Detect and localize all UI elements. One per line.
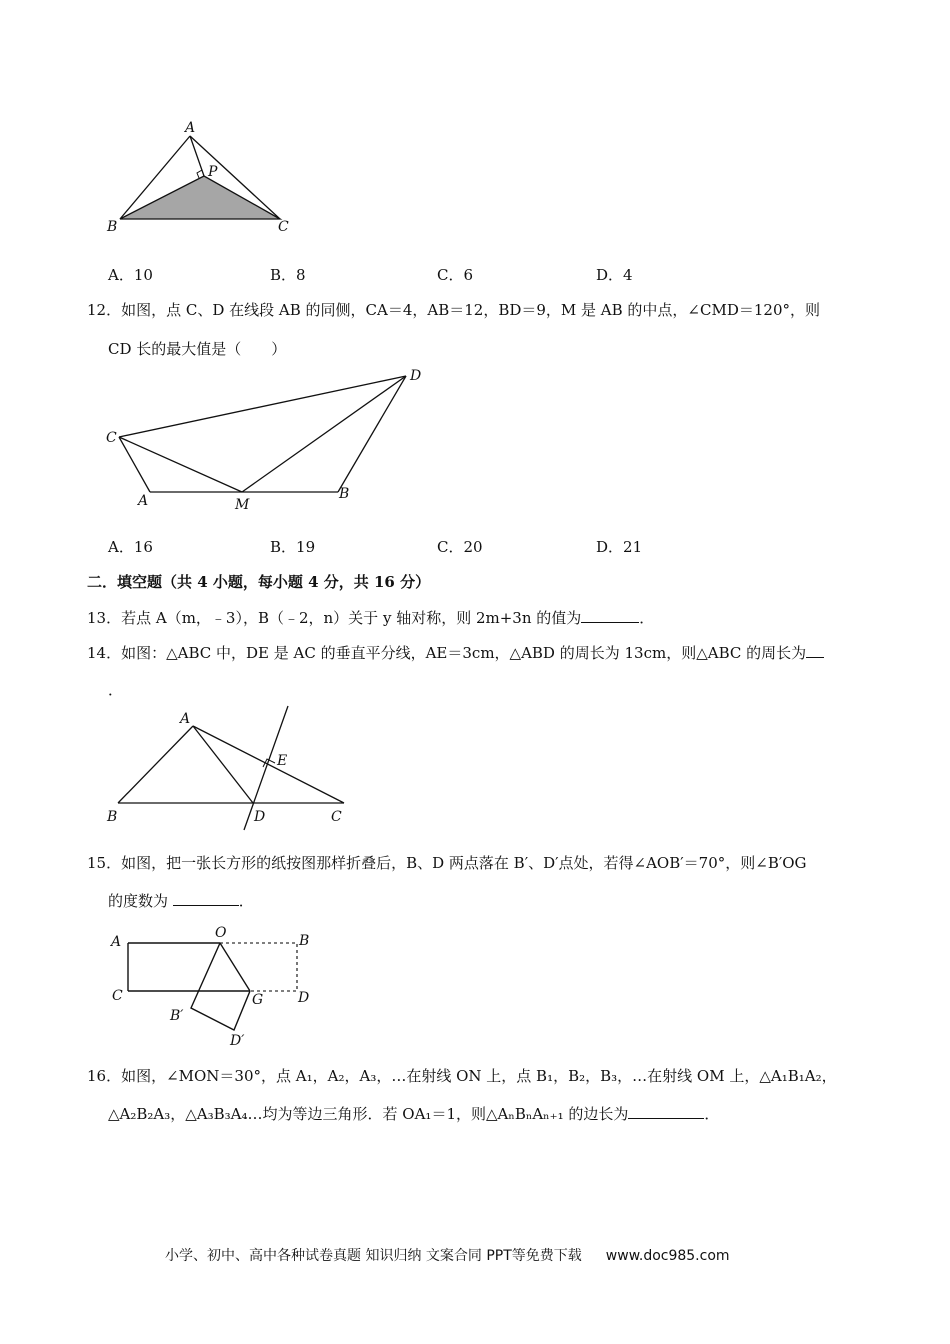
q12-label-m: M bbox=[235, 497, 250, 513]
q12-question-line2: CD 长的最大值是（ ） bbox=[108, 340, 287, 358]
q12-option-d: D．21 bbox=[596, 538, 643, 556]
q15-label-b-prime: B′ bbox=[170, 1008, 184, 1024]
q15-label-b: B bbox=[299, 933, 310, 949]
q12-option-b: B．19 bbox=[270, 538, 316, 556]
q14-label-b: B bbox=[107, 809, 118, 825]
q15-folded-flap bbox=[191, 943, 250, 1030]
q13-question bbox=[87, 608, 654, 628]
q12-label-b: B bbox=[339, 486, 350, 502]
q11-label-b: B bbox=[107, 219, 118, 235]
q14-question-line1 bbox=[87, 643, 824, 663]
q14-line-ac bbox=[193, 726, 344, 803]
q11-label-a: A bbox=[185, 120, 196, 136]
q15-question-line1: 15．如图，把一张长方形的纸按图那样折叠后，B、D 两点落在 B′、D′点处，若得∠AOB′＝70°，则∠B′OG bbox=[87, 854, 807, 872]
section-2-heading: 二．填空题（共 4 小题，每小题 4 分，共 16 分） bbox=[87, 573, 431, 591]
q11-option-a: A．10 bbox=[108, 266, 153, 284]
q15-label-d: D bbox=[298, 990, 310, 1006]
q16-end: ． bbox=[704, 1105, 720, 1123]
q14-label-a: A bbox=[180, 711, 191, 727]
q12-line-bd bbox=[338, 376, 406, 492]
q14-label-e: E bbox=[277, 753, 288, 769]
q14-answer-blank[interactable] bbox=[806, 657, 824, 658]
q14-label-d: D bbox=[254, 809, 266, 825]
q14-line-ab bbox=[118, 726, 193, 803]
q14-figure bbox=[100, 706, 360, 831]
q12-label-d: D bbox=[410, 368, 422, 384]
q15-figure bbox=[100, 924, 330, 1049]
q16-text: △A₂B₂A₃，△A₃B₃A₄…均为等边三角形．若 OA₁＝1，则△AₙBₙAₙ₊₁ 的边长为 bbox=[108, 1105, 629, 1123]
footer-site-link[interactable]: www.doc985.com bbox=[605, 1248, 730, 1264]
q14-line-ad bbox=[193, 726, 253, 803]
q12-option-c: C．20 bbox=[437, 538, 483, 556]
q15-label-c: C bbox=[112, 988, 123, 1004]
q14-question-line2: ． bbox=[108, 681, 124, 699]
q12-line-ca bbox=[119, 437, 150, 492]
q15-label-a: A bbox=[111, 934, 122, 950]
q11-option-c: C．6 bbox=[437, 266, 474, 284]
q16-question-line2 bbox=[108, 1104, 719, 1124]
q15-label-d-prime: D′ bbox=[230, 1033, 245, 1049]
q15-text: 的度数为 bbox=[108, 892, 169, 910]
q16-question-line1: 16．如图，∠MON＝30°，点 A₁，A₂，A₃，…在射线 ON 上，点 B₁，B₂，B₃，…在射线 OM 上，△A₁B₁A₂， bbox=[87, 1067, 837, 1085]
q15-label-g: G bbox=[252, 992, 264, 1008]
q11-option-d: D．4 bbox=[596, 266, 633, 284]
q12-label-a: A bbox=[138, 493, 149, 509]
q14-label-c: C bbox=[331, 809, 342, 825]
q12-line-cm bbox=[119, 437, 242, 492]
q12-label-c: C bbox=[106, 430, 117, 446]
q12-figure bbox=[100, 362, 440, 517]
page-footer bbox=[165, 1245, 730, 1265]
q13-answer-blank[interactable] bbox=[581, 622, 639, 623]
q15-answer-blank[interactable] bbox=[173, 905, 239, 906]
q13-text: 13．若点 A（m，﹣3），B（﹣2，n）关于 y 轴对称，则 2m+3n 的值为 bbox=[87, 609, 582, 627]
q14-right-angle-mark bbox=[263, 759, 275, 767]
q15-question-line2 bbox=[108, 891, 254, 911]
q11-label-p: P bbox=[208, 164, 218, 180]
q12-question-line1: 12．如图，点 C、D 在线段 AB 的同侧，CA＝4，AB＝12，BD＝9，M 是 AB 的中点，∠CMD＝120°，则 bbox=[87, 301, 820, 319]
q14-text: 14．如图：△ABC 中，DE 是 AC 的垂直平分线，AE＝3cm，△ABD 的周长为 13cm，则△ABC 的周长为 bbox=[87, 644, 807, 662]
q11-label-c: C bbox=[278, 219, 289, 235]
q11-option-b: B．8 bbox=[270, 266, 306, 284]
q16-answer-blank[interactable] bbox=[628, 1118, 704, 1119]
q15-end: ． bbox=[238, 892, 254, 910]
q11-figure bbox=[100, 118, 300, 243]
q12-option-a: A．16 bbox=[108, 538, 153, 556]
q15-line-og bbox=[220, 943, 250, 991]
footer-text: 小学、初中、高中各种试卷真题 知识归纳 文案合同 PPT等免费下载 bbox=[165, 1248, 582, 1264]
q15-label-o: O bbox=[215, 925, 227, 941]
q15-dotted-original-flap bbox=[220, 943, 297, 991]
q13-end: ． bbox=[639, 609, 655, 627]
